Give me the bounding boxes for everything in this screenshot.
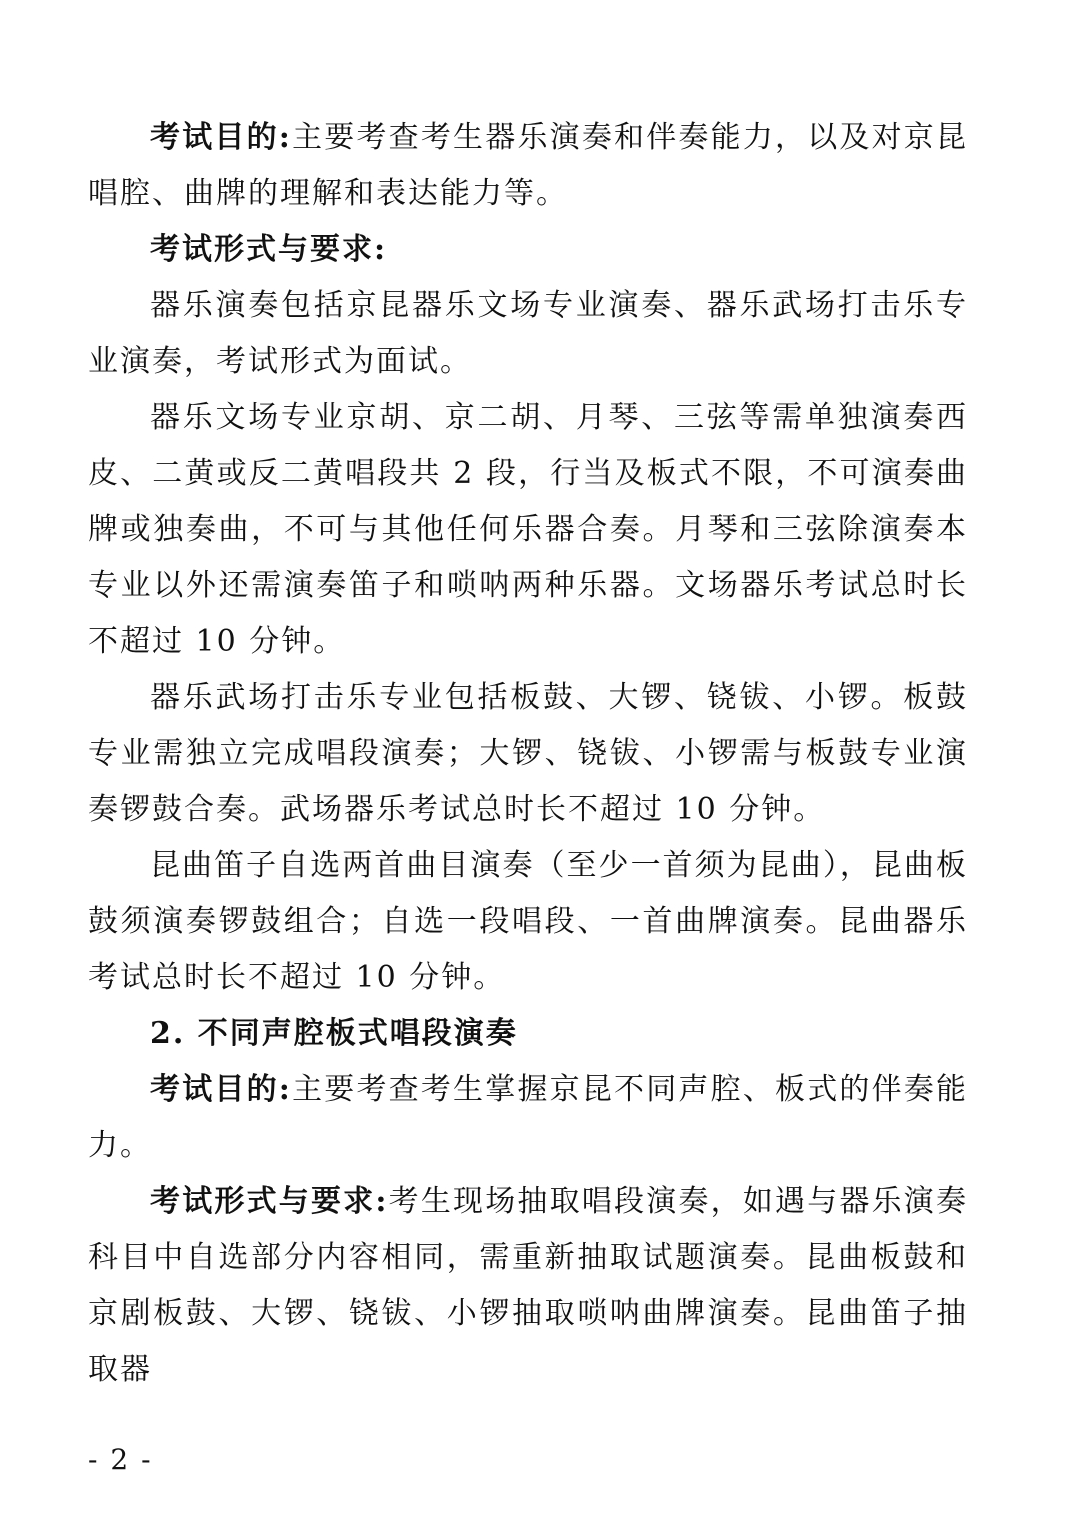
- paragraph-exam-format-label: [88, 222, 968, 278]
- exam-format-text-2: 考生现场抽取唱段演奏，如遇与器乐演奏科目中自选部分内容相同，需重新抽取试题演奏。昆曲板鼓和京剧板鼓、大锣、铙钹、小锣抽取唢呐曲牌演奏。昆曲笛子抽取器: [88, 1184, 968, 1387]
- exam-format-label: 考试形式与要求:: [150, 232, 388, 267]
- exam-purpose-text-2: 主要考查考生掌握京昆不同声腔、板式的伴奏能力。: [88, 1072, 969, 1163]
- document-body: [88, 110, 968, 1398]
- paragraph-wenchang: 器乐文场专业京胡、京二胡、月琴、三弦等需单独演奏西皮、二黄或反二黄唱段共 2 段，行当及板式不限，不可演奏曲牌或独奏曲，不可与其他任何乐器合奏。月琴和三弦除演奏本专业以外还需演奏笛子和唢呐两种乐器。文场器乐考试总时长不超过 10 分钟。: [88, 400, 968, 659]
- paragraph-wuchang: 器乐武场打击乐专业包括板鼓、大锣、铙钹、小锣。板鼓专业需独立完成唱段演奏；大锣、铙钹、小锣需与板鼓专业演奏锣鼓合奏。武场器乐考试总时长不超过 10 分钟。: [88, 680, 968, 827]
- exam-purpose-text: 主要考查考生器乐演奏和伴奏能力，以及对京昆唱腔、曲牌的理解和表达能力等。: [88, 120, 969, 211]
- paragraph-instrumental-performance: 器乐演奏包括京昆器乐文场专业演奏、器乐武场打击乐专业演奏，考试形式为面试。: [88, 288, 968, 379]
- exam-purpose-label: 考试目的:: [150, 120, 292, 155]
- exam-format-label-2: 考试形式与要求:: [150, 1184, 389, 1219]
- section-heading: 2. 不同声腔板式唱段演奏: [150, 1016, 518, 1051]
- page-number: - 2 -: [88, 1443, 153, 1476]
- exam-purpose-label-2: 考试目的:: [150, 1072, 292, 1107]
- paragraph-exam-format-2: [88, 1174, 968, 1398]
- paragraph-exam-purpose: [88, 110, 968, 222]
- paragraph-kunqu: 昆曲笛子自选两首曲目演奏（至少一首须为昆曲），昆曲板鼓须演奏锣鼓组合；自选一段唱段、一首曲牌演奏。昆曲器乐考试总时长不超过 10 分钟。: [88, 848, 968, 995]
- paragraph-exam-purpose-2: [88, 1062, 968, 1174]
